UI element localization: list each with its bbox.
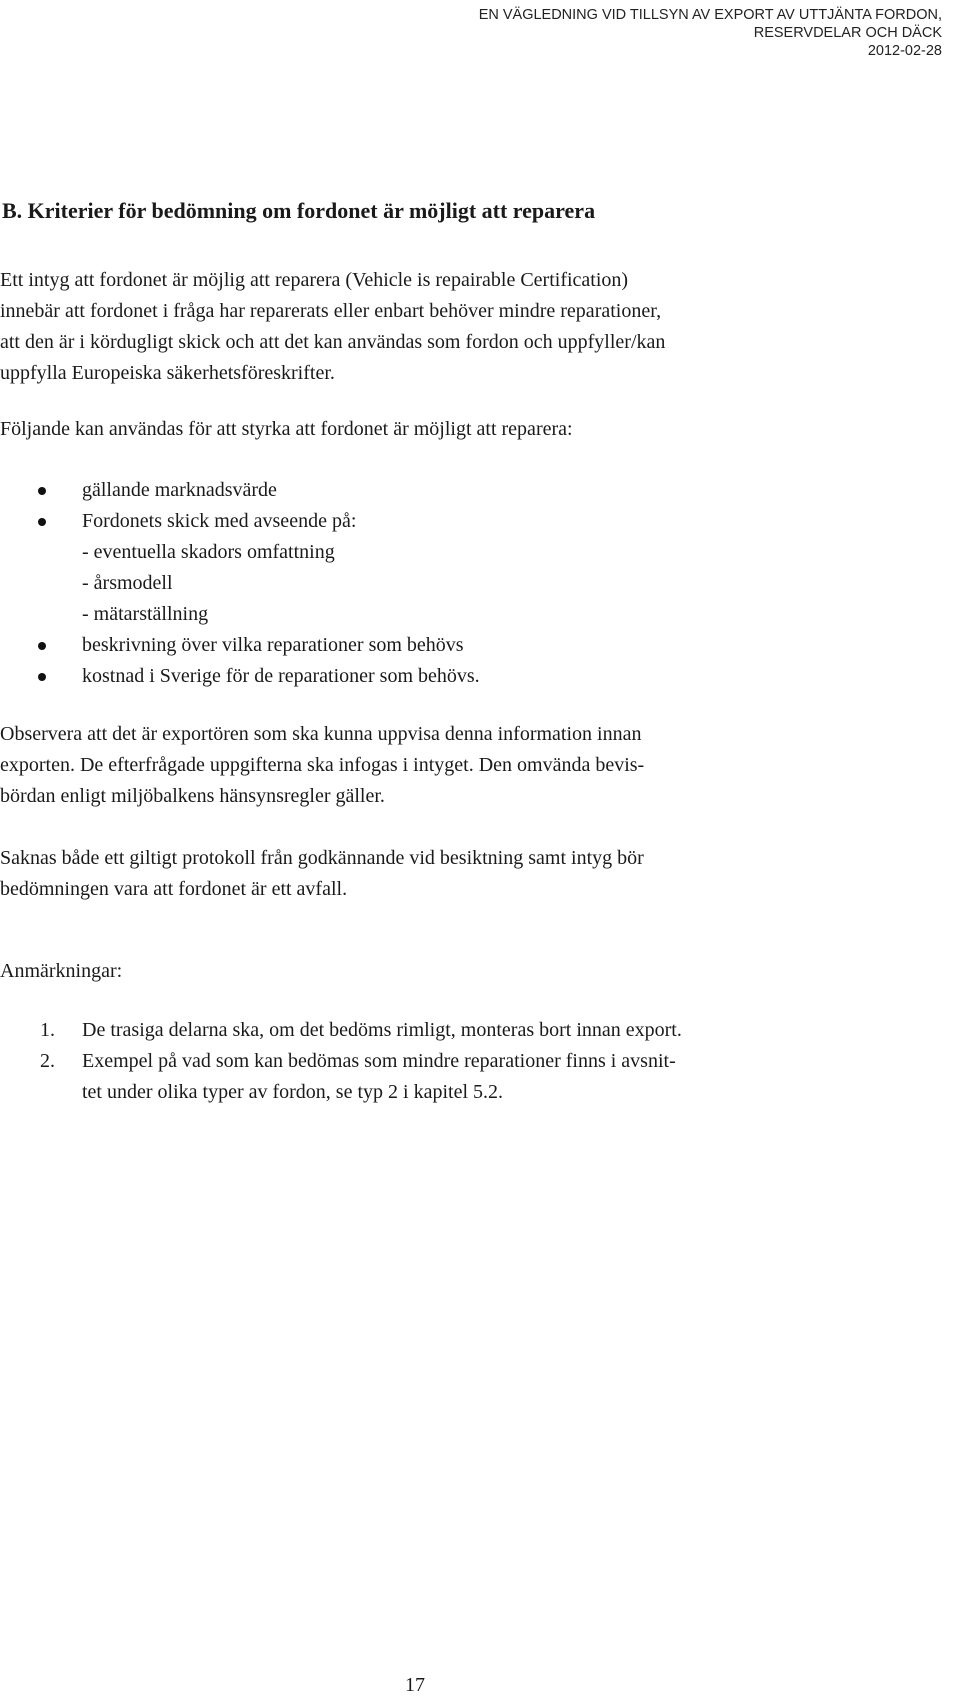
intro-line: att den är i kördugligt skick och att det kan användas som fordon och uppfyller/kan <box>0 331 666 353</box>
page-content <box>0 197 900 1108</box>
note-text: Exempel på vad som kan bedömas som mindre reparationer finns i avsnit- <box>82 1050 676 1072</box>
intro-line: innebär att fordonet i fråga har reparerats eller enbart behöver mindre reparationer, <box>0 300 662 322</box>
list-item-text: gällande marknadsvärde <box>82 479 277 501</box>
notes-heading: Anmärkningar: <box>0 960 123 982</box>
note-item <box>0 1015 900 1046</box>
bullet-icon <box>38 673 46 681</box>
sub-item: - mätarställning <box>82 603 209 625</box>
note-text: De trasiga delarna ska, om det bedöms rimligt, monteras bort innan export. <box>82 1019 682 1041</box>
bullet-icon <box>38 642 46 650</box>
notes-list <box>0 1015 900 1108</box>
note-number: 1. <box>40 1019 55 1041</box>
intro-line: uppfylla Europeiska säkerhetsföreskrifter. <box>0 362 335 384</box>
list-item <box>0 630 900 661</box>
intro-line: Ett intyg att fordonet är möjlig att reparera (Vehicle is repairable Certification) <box>0 269 629 291</box>
sub-item: - eventuella skadors omfattning <box>82 541 335 563</box>
note-text: tet under olika typer av fordon, se typ 2 i kapitel 5.2. <box>82 1081 504 1103</box>
bullet-icon <box>38 518 46 526</box>
observe-line: Observera att det är exportören som ska kunna uppvisa denna information innan <box>0 723 642 745</box>
list-item-text: beskrivning över vilka reparationer som behövs <box>82 634 464 656</box>
section-title: B. Kriterier för bedömning om fordonet är möjligt att reparera <box>2 198 596 223</box>
running-header <box>479 6 942 60</box>
observe-line: exporten. De efterfrågade uppgifterna ska infogas i intyget. Den omvända bevis- <box>0 754 645 776</box>
saknas-paragraph <box>0 843 900 905</box>
note-item <box>0 1046 900 1108</box>
lead-paragraph: Följande kan användas för att styrka att fordonet är möjligt att reparera: <box>0 418 573 440</box>
page-number: 17 <box>405 1674 425 1696</box>
list-item <box>0 475 900 506</box>
list-item <box>0 661 900 692</box>
bullet-icon <box>38 487 46 495</box>
header-title-line-2: RESERVDELAR OCH DÄCK <box>753 25 942 41</box>
header-date: 2012-02-28 <box>867 43 942 59</box>
intro-paragraph <box>0 265 900 389</box>
observe-paragraph <box>0 719 900 812</box>
saknas-line: bedömningen vara att fordonet är ett avfall. <box>0 878 348 900</box>
list-item-text: Fordonets skick med avseende på: <box>82 510 357 532</box>
criteria-list <box>0 475 900 692</box>
sub-item: - årsmodell <box>82 572 173 594</box>
list-item <box>0 506 900 537</box>
list-item-text: kostnad i Sverige för de reparationer som behövs. <box>82 665 480 687</box>
header-title-line-1: EN VÄGLEDNING VID TILLSYN AV EXPORT AV UTTJÄNTA FORDON, <box>478 7 942 23</box>
saknas-line: Saknas både ett giltigt protokoll från godkännande vid besiktning samt intyg bör <box>0 847 644 869</box>
note-number: 2. <box>40 1050 55 1072</box>
observe-line: bördan enligt miljöbalkens hänsynsregler gäller. <box>0 785 385 807</box>
